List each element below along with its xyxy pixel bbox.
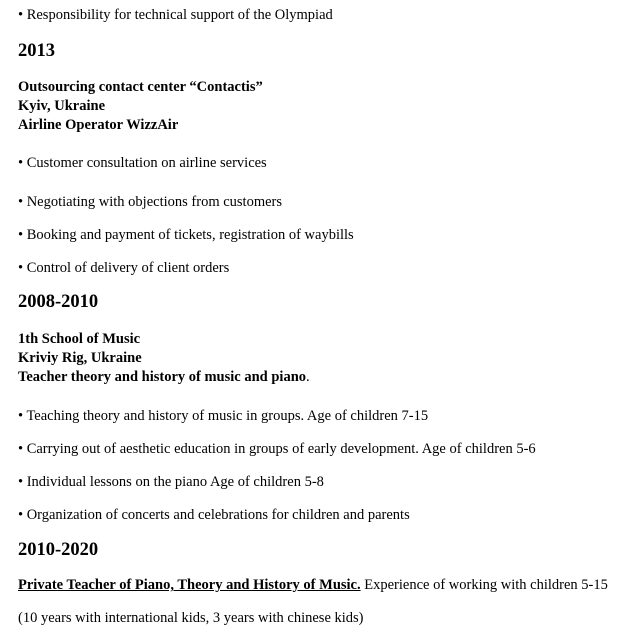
private-teacher-title: Private Teacher of Piano, Theory and History of Music. [18, 577, 361, 593]
bullet-item: • Teaching theory and history of music in groups. Age of children 7-15 [18, 408, 429, 424]
bullet-olympiad-support: • Responsibility for technical support of the Olympiad [18, 7, 333, 23]
bullet-item: • Individual lessons on the piano Age of children 5-8 [18, 474, 324, 490]
private-teacher-experience: Experience of working with children 5-15 [360, 577, 608, 593]
job-role-period: . [306, 369, 310, 385]
section-year-2008-2010: 2008-2010 [18, 292, 99, 312]
job-role [18, 369, 310, 386]
bullet-item: • Organization of concerts and celebrations for children and parents [18, 507, 410, 523]
org-location: Kyiv, Ukraine [18, 98, 106, 114]
job-role: Airline Operator WizzAir [18, 117, 179, 133]
section-year-2010-2020: 2010-2020 [18, 540, 99, 560]
bullet-item: • Control of delivery of client orders [18, 260, 230, 276]
bullet-item: • Negotiating with objections from customers [18, 194, 283, 210]
private-teacher-line [18, 577, 608, 594]
org-name: 1th School of Music [18, 331, 141, 347]
section-year-2013: 2013 [18, 41, 55, 61]
job-role-text: Teacher theory and history of music and piano [18, 369, 307, 385]
org-location: Kriviy Rig, Ukraine [18, 350, 142, 366]
bullet-item: • Carrying out of aesthetic education in groups of early development. Age of children 5-6 [18, 441, 536, 457]
bullet-item: • Customer consultation on airline services [18, 155, 267, 171]
private-teacher-note: (10 years with international kids, 3 years with chinese kids) [18, 610, 364, 626]
org-name: Outsourcing contact center “Contactis” [18, 79, 263, 95]
bullet-item: • Booking and payment of tickets, registration of waybills [18, 227, 354, 243]
